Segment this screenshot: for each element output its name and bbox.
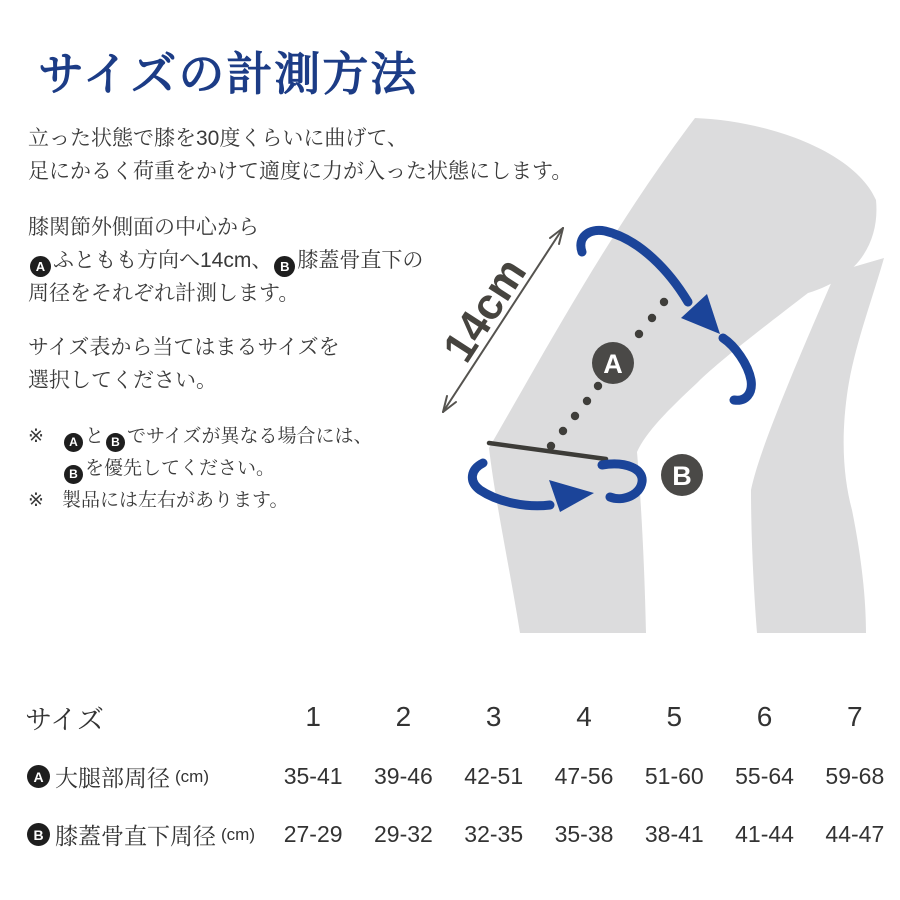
circle-b-badge: B bbox=[64, 465, 83, 484]
size-number: 2 bbox=[395, 701, 412, 732]
circle-a-badge: A bbox=[27, 765, 50, 788]
text-line: B を優先してください。 bbox=[62, 453, 373, 485]
size-select-instructions bbox=[28, 331, 340, 397]
unit-label: (cm) bbox=[175, 766, 209, 786]
range-value: 42-51 bbox=[464, 763, 524, 789]
size-number: 3 bbox=[485, 701, 502, 732]
size-table-header-row bbox=[0, 687, 900, 747]
marker-a bbox=[592, 342, 634, 384]
range-value: 47-56 bbox=[554, 763, 614, 789]
note-text bbox=[62, 421, 373, 485]
note-item bbox=[28, 421, 373, 485]
range-value: 38-41 bbox=[644, 821, 704, 847]
note-marker: ※ bbox=[28, 490, 44, 511]
text-line: 製品には左右があります。 bbox=[62, 490, 289, 511]
range-value: 44-47 bbox=[825, 821, 885, 847]
size-number: 1 bbox=[305, 701, 321, 732]
size-table bbox=[0, 687, 900, 863]
size-number: 5 bbox=[666, 701, 683, 732]
circle-a-badge: A bbox=[30, 256, 51, 277]
circle-b-badge: B bbox=[106, 433, 125, 452]
text-line: 選択してください。 bbox=[28, 369, 217, 392]
range-value: 35-41 bbox=[283, 763, 343, 789]
unit-label: (cm) bbox=[221, 824, 255, 844]
size-table-row bbox=[0, 806, 900, 863]
text-line: A と B でサイズが異なる場合には、 bbox=[62, 421, 373, 453]
page-title: サイズの計測方法 bbox=[38, 48, 419, 100]
range-value: 39-46 bbox=[374, 763, 433, 789]
range-value: 35-38 bbox=[554, 821, 614, 847]
notes bbox=[28, 421, 373, 517]
row-label: B 膝蓋骨直下周径 (cm) bbox=[0, 818, 268, 851]
range-value: 51-60 bbox=[644, 763, 704, 789]
range-value: 29-32 bbox=[374, 821, 433, 847]
note-item bbox=[28, 485, 373, 517]
note-marker: ※ bbox=[28, 426, 44, 447]
text-line: A ふともも方向へ14cm、 B 膝蓋骨直下の bbox=[28, 244, 423, 277]
svg-text:A: A bbox=[603, 349, 623, 379]
size-header-label: サイズ bbox=[25, 704, 104, 735]
circle-b-badge: B bbox=[274, 256, 295, 277]
range-value: 41-44 bbox=[735, 821, 794, 847]
measure-instructions bbox=[28, 211, 423, 310]
range-value: 32-35 bbox=[464, 821, 524, 847]
size-table-row bbox=[0, 747, 900, 806]
range-value: 27-29 bbox=[283, 821, 343, 847]
leg-measurement-diagram bbox=[430, 112, 900, 657]
text-line: 周径をそれぞれ計測します。 bbox=[28, 282, 300, 305]
range-value: 59-68 bbox=[825, 763, 885, 789]
circle-b-badge: B bbox=[27, 823, 50, 846]
text-line: 立った状態で膝を30度くらいに曲げて、 bbox=[28, 127, 408, 150]
svg-text:B: B bbox=[672, 461, 692, 491]
size-number: 6 bbox=[756, 701, 773, 732]
marker-b bbox=[661, 454, 703, 496]
size-number: 7 bbox=[847, 701, 863, 732]
measure-label-14cm: 14cm bbox=[433, 249, 537, 371]
note-text bbox=[62, 485, 288, 517]
text-line: 膝関節外側面の中心から bbox=[28, 216, 259, 239]
text-line: サイズ表から当てはまるサイズを bbox=[28, 336, 340, 359]
size-number: 4 bbox=[576, 701, 592, 732]
circle-a-badge: A bbox=[64, 433, 83, 452]
range-value: 55-64 bbox=[735, 763, 794, 789]
text-line: 足にかるく荷重をかけて適度に力が入った状態にします。 bbox=[28, 160, 573, 183]
row-label: A 大腿部周径 (cm) bbox=[0, 760, 268, 793]
